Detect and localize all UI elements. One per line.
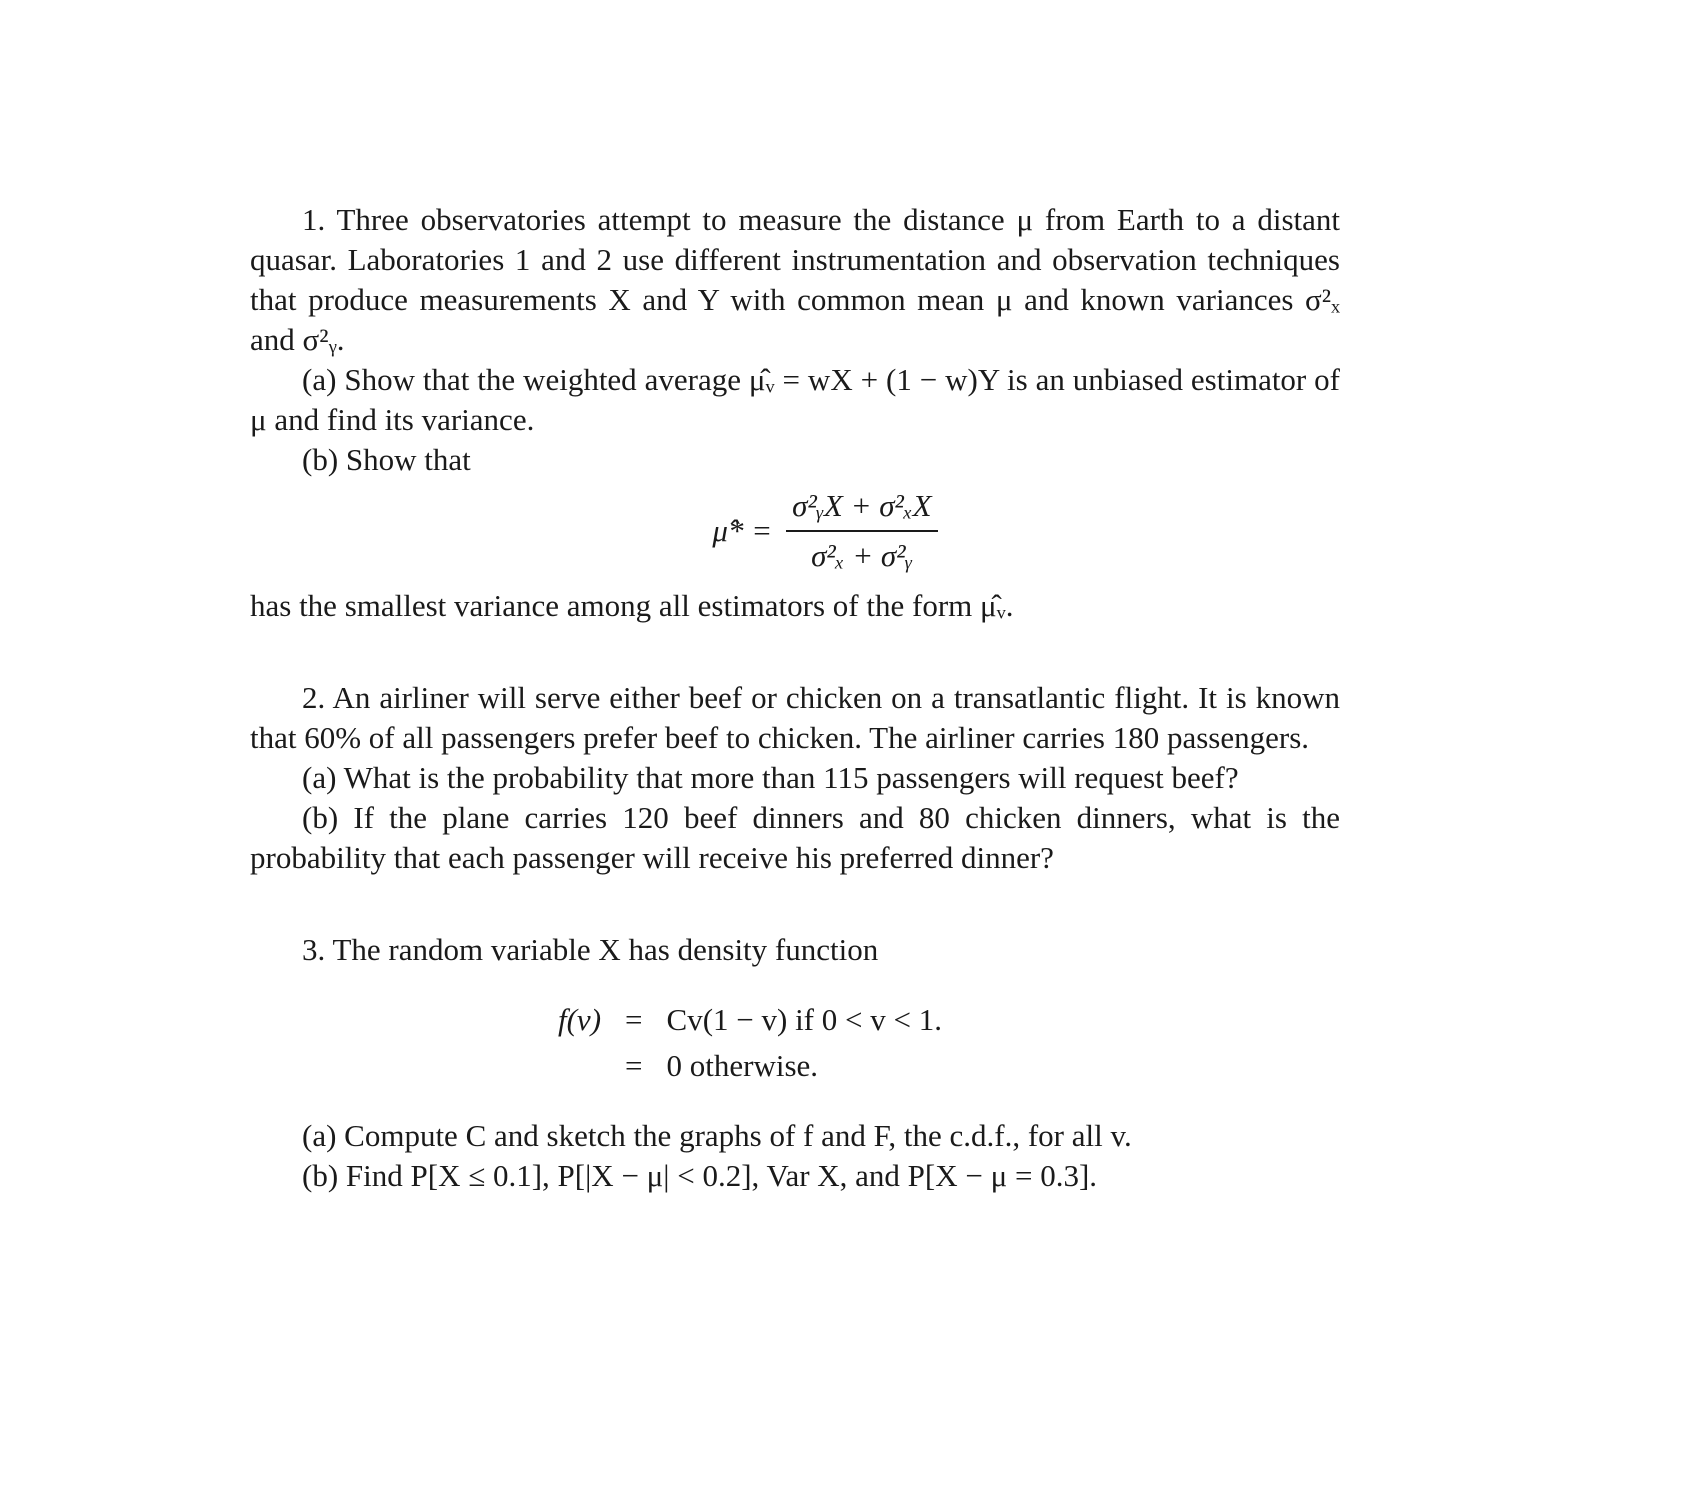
estimator-formula: [250, 486, 1340, 576]
spacer: [250, 878, 1340, 930]
density-case-2: 0 otherwise.: [666, 1048, 819, 1083]
problem-1-part-b-tail: has the smallest variance among all estimators of the form μ̂ᵥ.: [250, 588, 1014, 623]
problem-1-part-a: (a) Show that the weighted average μ̂ᵥ = wX + (1 − w)Y is an unbiased estimator of μ and find its variance.: [250, 362, 1340, 437]
density-eq-2: =: [625, 1048, 643, 1083]
density-eq-1: =: [625, 1002, 643, 1037]
problem-1-part-b-lead: (b) Show that: [302, 442, 471, 477]
problem-1-intro: 1. Three observatories attempt to measure the distance μ from Earth to a distant quasar. Laboratories 1 and 2 use different instrumentation and observation techniques that produce measurements X and Y with common mean μ and known variances σ²ₓ and σ²ᵧ.: [250, 202, 1340, 357]
density-lhs: f(v): [558, 1002, 602, 1037]
problem-2-intro: 2. An airliner will serve either beef or chicken on a transatlantic flight. It is known that 60% of all passengers prefer beef to chicken. The airliner carries 180 passengers.: [250, 680, 1340, 755]
density-function-cases: [558, 1000, 942, 1086]
problem-3-intro: 3. The random variable X has density function: [302, 932, 879, 967]
problem-2-part-a: (a) What is the probability that more than 115 passengers will request beef?: [302, 760, 1239, 795]
problem-sheet: [250, 200, 1340, 1196]
formula-lhs: μ̂* =: [712, 513, 773, 548]
problem-3-part-a: (a) Compute C and sketch the graphs of f and F, the c.d.f., for all v.: [302, 1118, 1132, 1153]
density-lhs-empty: [558, 1046, 601, 1086]
problem-2-part-b: (b) If the plane carries 120 beef dinners and 80 chicken dinners, what is the probability that each passenger will receive his preferred dinner?: [250, 800, 1340, 875]
formula-fraction: [786, 486, 937, 576]
formula-denominator: σ²ₓ + σ²ᵧ: [811, 538, 913, 573]
problem-3-part-b: (b) Find P[X ≤ 0.1], P[|X − μ| < 0.2], Var X, and P[X − μ = 0.3].: [302, 1158, 1098, 1193]
density-case-1: Cv(1 − v) if 0 < v < 1.: [666, 1002, 942, 1037]
spacer: [250, 626, 1340, 678]
formula-numerator: σ²ᵧX + σ²ₓX: [786, 486, 937, 532]
